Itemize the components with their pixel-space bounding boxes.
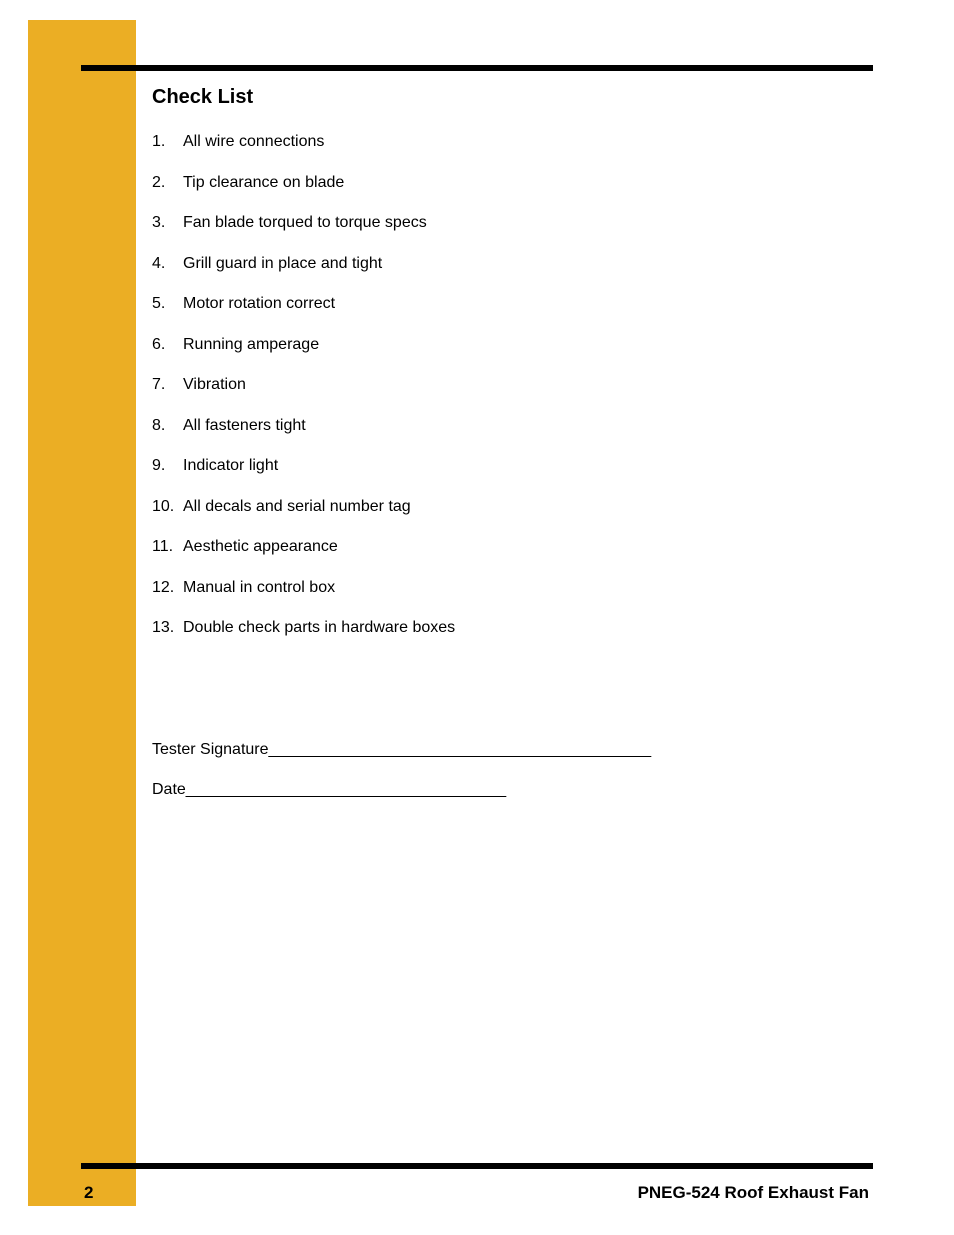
document-title: PNEG-524 Roof Exhaust Fan	[637, 1183, 869, 1202]
list-item-number: 11.	[152, 538, 174, 555]
list-item-text: Double check parts in hardware boxes	[183, 619, 456, 636]
list-item-text: All fasteners tight	[183, 416, 306, 434]
list-item	[152, 375, 455, 416]
list-item-number: 10.	[152, 497, 175, 515]
page-number: 2	[84, 1183, 94, 1202]
list-item-number: 1.	[152, 133, 166, 150]
list-item-number: 12.	[152, 578, 175, 596]
check-list	[152, 132, 455, 659]
list-item	[152, 294, 455, 335]
list-item-text: Fan blade torqued to torque specs	[183, 214, 427, 231]
list-item-text: All wire connections	[183, 133, 325, 150]
list-item-number: 4.	[152, 254, 166, 272]
list-item	[152, 254, 455, 295]
date-line: Date____________________________________	[152, 781, 507, 798]
list-item	[152, 456, 455, 497]
list-item-text: All decals and serial number tag	[183, 497, 411, 515]
list-item	[152, 416, 455, 457]
list-item	[152, 173, 455, 214]
list-item-text: Tip clearance on blade	[183, 173, 345, 191]
list-item-text: Manual in control box	[183, 578, 336, 596]
list-item-text: Vibration	[183, 376, 246, 393]
list-item-number: 13.	[152, 619, 175, 636]
list-item	[152, 213, 455, 254]
list-item-number: 8.	[152, 416, 166, 434]
list-item	[152, 132, 455, 173]
list-item-number: 5.	[152, 295, 166, 312]
list-item	[152, 537, 455, 578]
list-item-text: Grill guard in place and tight	[183, 254, 383, 272]
side-accent-bar	[28, 20, 136, 1206]
header-rule	[81, 65, 873, 71]
list-item	[152, 578, 455, 619]
list-item	[152, 335, 455, 376]
list-item-text: Aesthetic appearance	[183, 538, 338, 555]
list-item	[152, 618, 455, 659]
list-item-text: Running amperage	[183, 335, 320, 353]
list-item-number: 2.	[152, 173, 166, 191]
list-item-text: Indicator light	[183, 457, 279, 474]
footer-rule	[81, 1163, 873, 1169]
list-item-number: 7.	[152, 376, 166, 393]
tester-signature-line: Tester Signature___________________________________________	[152, 741, 652, 758]
list-item-text: Motor rotation correct	[183, 295, 336, 312]
list-item-number: 6.	[152, 335, 166, 353]
list-item-number: 9.	[152, 457, 166, 474]
list-item-number: 3.	[152, 214, 166, 231]
list-item	[152, 497, 455, 538]
page-title: Check List	[152, 86, 254, 108]
